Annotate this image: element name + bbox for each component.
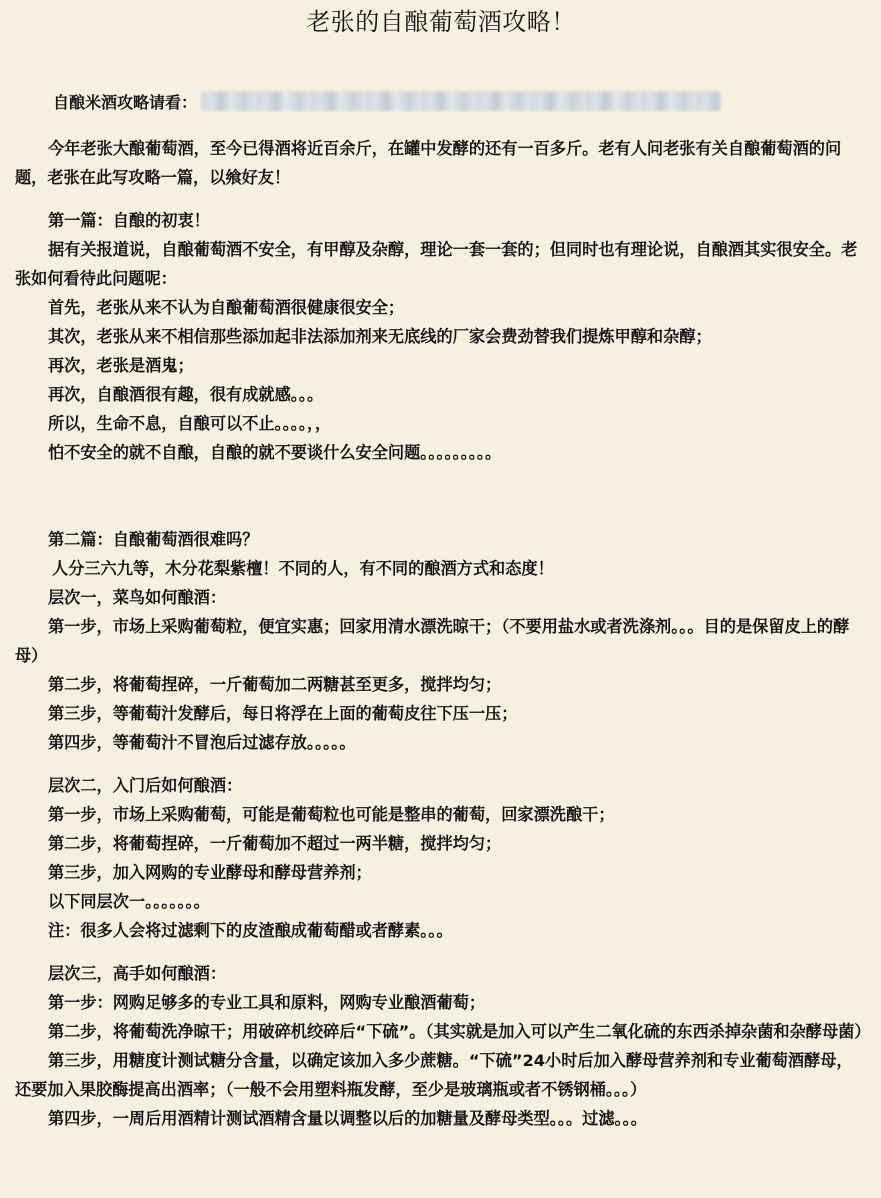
level-heading: 层次一，菜鸟如何酿酒：: [48, 588, 227, 607]
section-heading: 第二篇：自酿葡萄酒很难吗？: [48, 530, 259, 549]
step-paragraph: 第二步，将葡萄捏碎，一斤葡萄加不超过一两半糖，搅拌均匀；: [48, 834, 502, 853]
step-paragraph: 第四步，等葡萄汁不冒泡后过滤存放。。。。。: [48, 733, 356, 752]
level-heading: 层次二，入门后如何酿酒：: [48, 776, 243, 795]
rice-wine-guide-reference: [53, 88, 867, 114]
paragraph: 怕不安全的就不自酿，自酿的就不要谈什么安全问题。。。。。。。。。: [48, 443, 502, 462]
step-paragraph: 第三步，用糖度计测试糖分含量，以确定该加入多少蔗糖。“下硫”24小时后加入酵母营养剂和专业葡萄酒酵母，还要加入果胶酶提高出酒率；（一般不会用塑料瓶发酵，至少是玻璃瓶或者不锈钢桶。。。）: [15, 1051, 853, 1099]
paragraph: 人分三六九等，木分花梨紫檀！不同的人，有不同的酿酒方式和态度！: [52, 559, 554, 578]
page-title: 老张的自酿葡萄酒攻略！: [306, 8, 576, 36]
step-paragraph: 第三步，等葡萄汁发酵后，每日将浮在上面的葡萄皮往下压一压；: [48, 704, 518, 723]
intro-paragraph: 今年老张大酿葡萄酒，至今已得酒将近百余斤，在罐中发酵的还有一百多斤。老有人问老张有关自酿葡萄酒的问题，老张在此写攻略一篇，以飨好友！: [15, 139, 842, 187]
step-paragraph: 第一步：网购足够多的专业工具和原料，网购专业酿酒葡萄；: [48, 993, 486, 1012]
paragraph: 再次，自酿酒很有趣，很有成就感。。。: [48, 385, 324, 404]
reference-label: 自酿米酒攻略请看：: [53, 92, 198, 112]
step-paragraph: 第三步，加入网购的专业酵母和酵母营养剂；: [48, 863, 372, 882]
paragraph: 据有关报道说，自酿葡萄酒不安全，有甲醇及杂醇，理论一套一套的；但同时也有理论说，自酿酒其实很安全。老张如何看待此问题呢：: [15, 240, 858, 288]
step-paragraph: 第四步，一周后用酒精计测试酒精含量以调整以后的加糖量及酵母类型。。。过滤。。。: [48, 1109, 647, 1128]
section-heading: 第一篇：自酿的初衷！: [48, 211, 210, 230]
article-body: [15, 134, 871, 1133]
blurred-link[interactable]: [201, 91, 721, 111]
paragraph: 再次，老张是酒鬼；: [48, 356, 194, 375]
paragraph: 首先，老张从来不认为自酿葡萄酒很健康很安全；: [48, 298, 405, 317]
step-paragraph: 第二步，将葡萄捏碎，一斤葡萄加二两糖甚至更多，搅拌均匀；: [48, 675, 502, 694]
step-paragraph: 第一步，市场上采购葡萄粒，便宜实惠；回家用清水漂洗晾干；（不要用盐水或者洗涤剂。。。目的是保留皮上的酵母）: [15, 617, 850, 665]
paragraph: 所以，生命不息，自酿可以不止。。。。，，: [48, 414, 332, 433]
paragraph: 以下同层次一。。。。。。。: [48, 892, 210, 911]
note-paragraph: 注：很多人会将过滤剩下的皮渣酿成葡萄醋或者酵素。。。: [48, 921, 453, 940]
step-paragraph: 第二步，将葡萄洗净晾干；用破碎机绞碎后“下硫”。（其实就是加入可以产生二氧化硫的东西杀掉杂菌和杂酵母菌）: [48, 1022, 871, 1041]
paragraph: 其次，老张从来不相信那些添加起非法添加剂来无底线的厂家会费劲替我们提炼甲醇和杂醇；: [48, 327, 712, 346]
step-paragraph: 第一步，市场上采购葡萄，可能是葡萄粒也可能是整串的葡萄，回家漂洗酿干；: [48, 805, 615, 824]
level-heading: 层次三，高手如何酿酒：: [48, 964, 227, 983]
